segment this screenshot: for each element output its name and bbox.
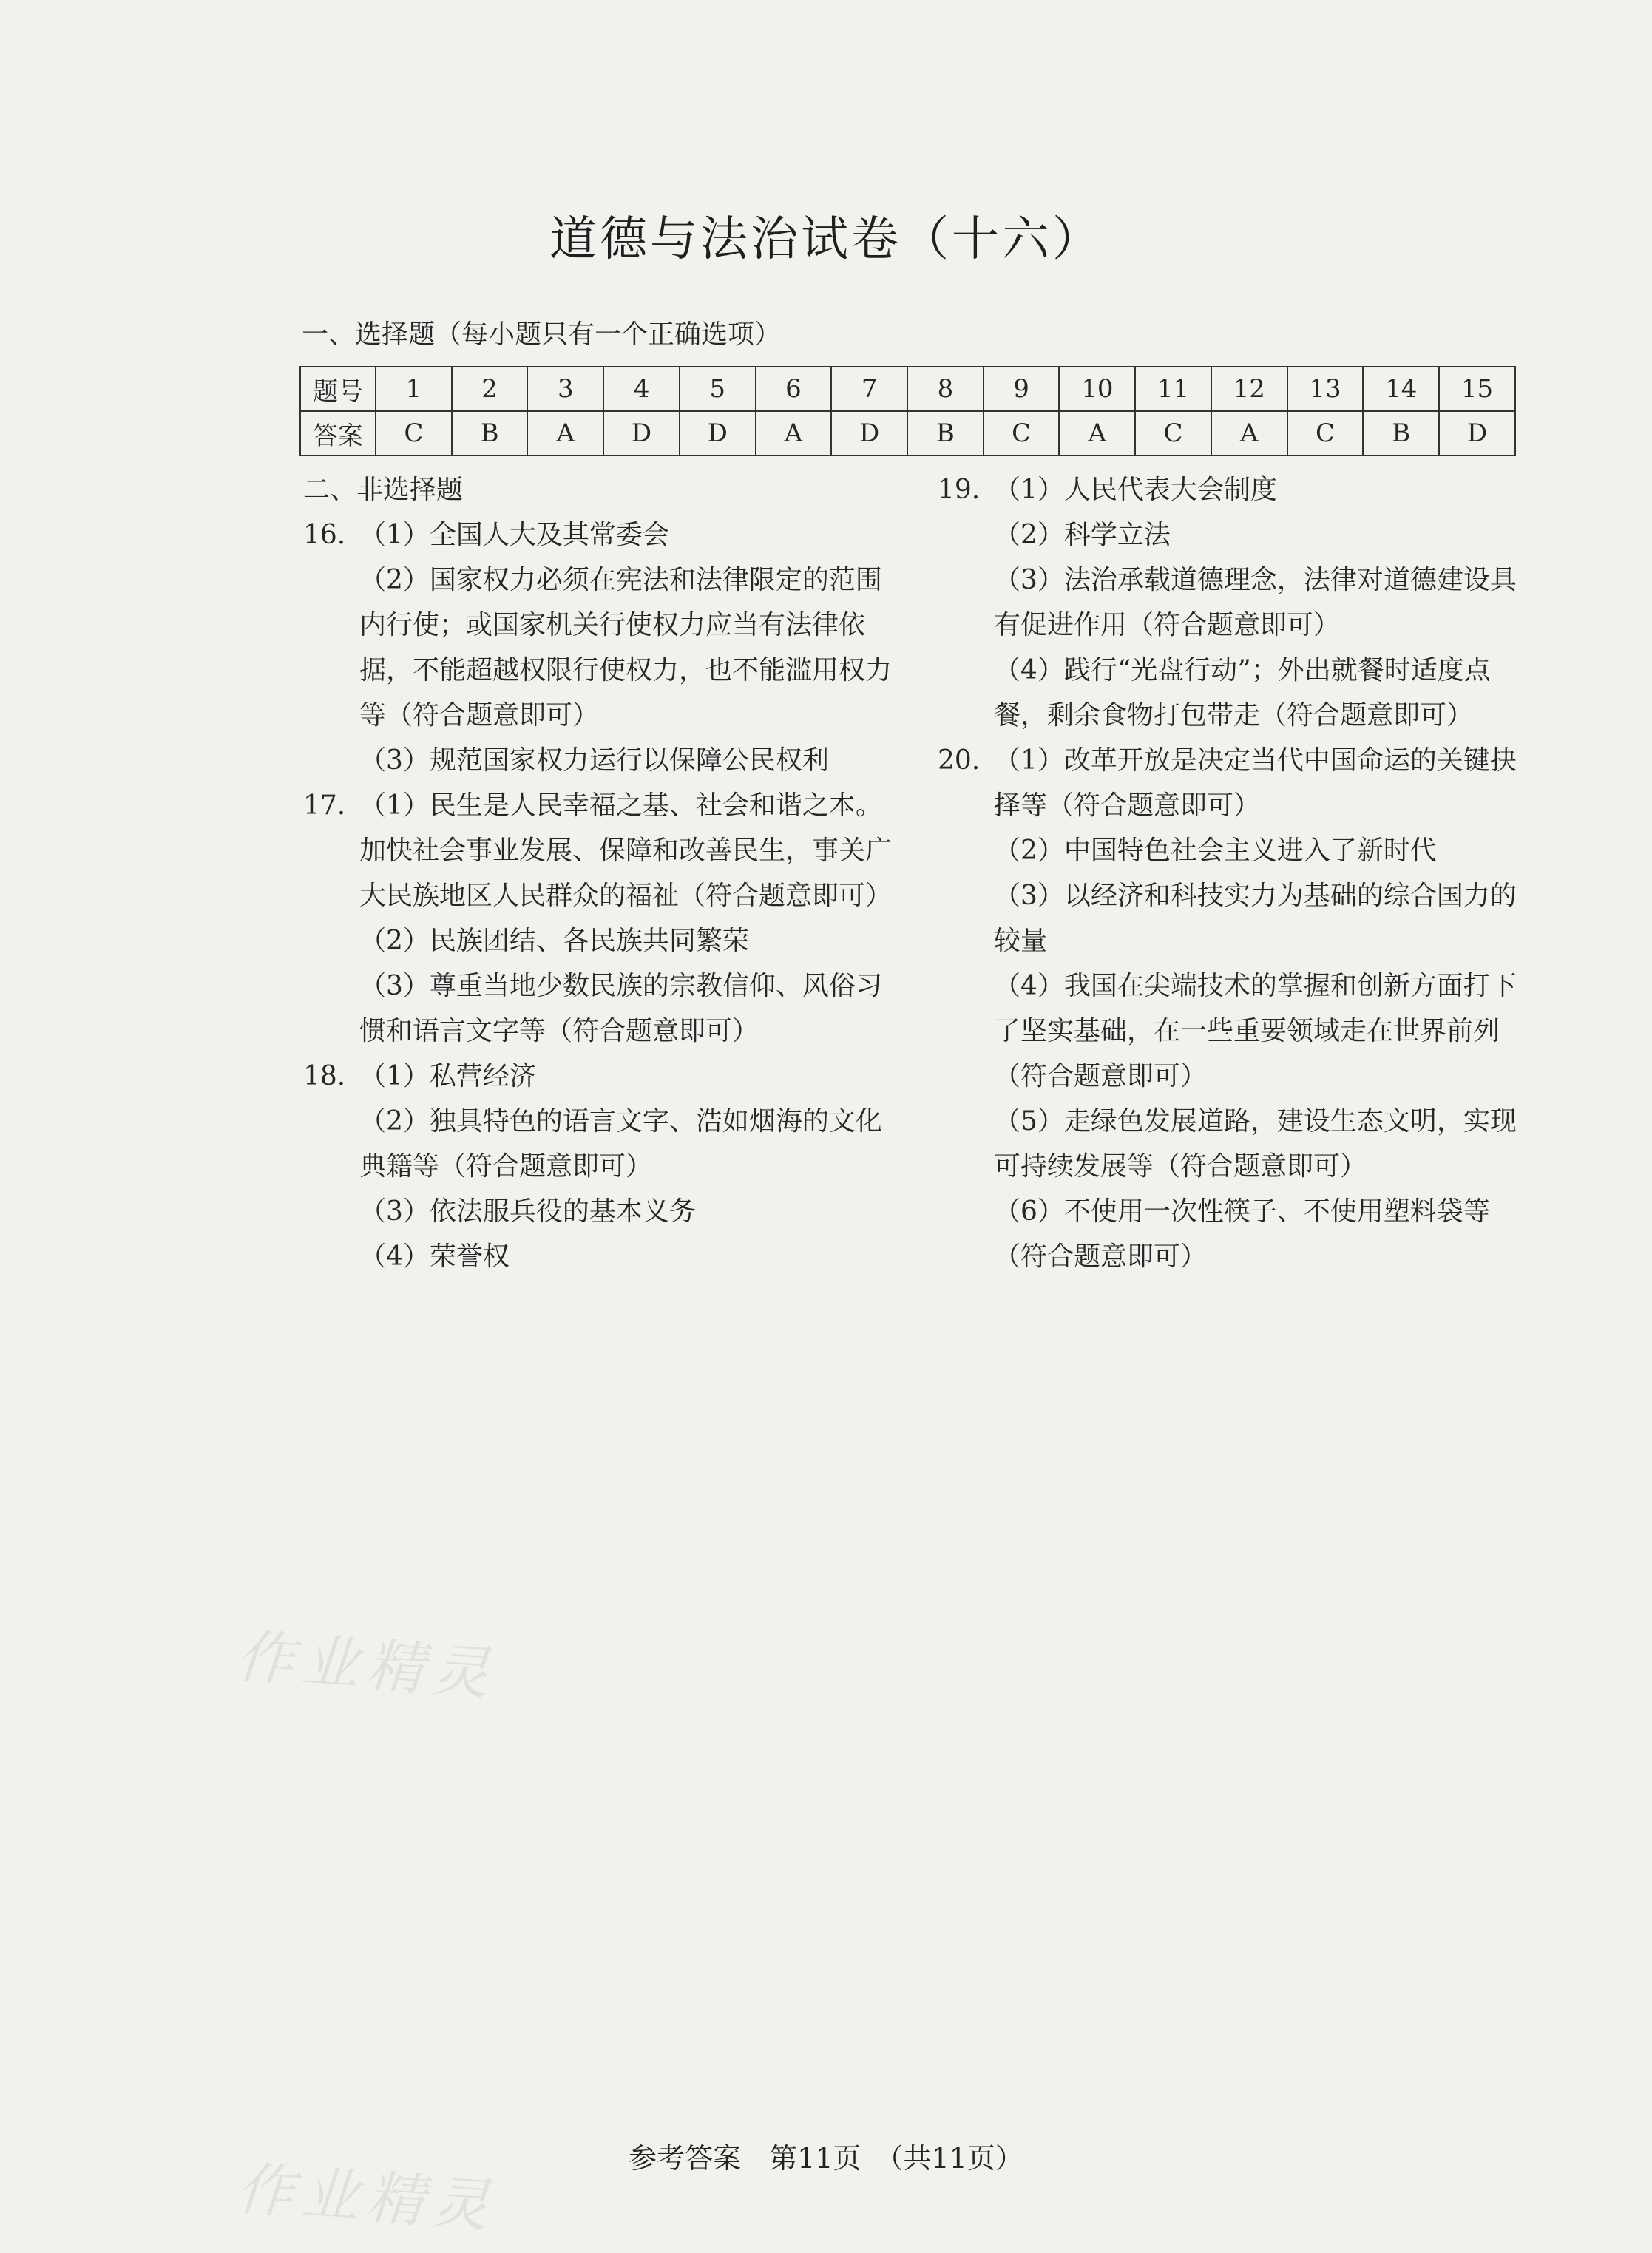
right-column xyxy=(938,467,1522,1279)
sub-answer: （3）依法服兵役的基本义务 xyxy=(359,1196,696,1227)
sub-answer: （3）以经济和科技实力为基础的综合国力的较量 xyxy=(994,881,1517,956)
question-number: 20. xyxy=(938,745,981,776)
question-number-cell: 15 xyxy=(1439,367,1515,411)
sub-answer: （4）荣誉权 xyxy=(359,1241,510,1272)
page-title: 道德与法治试卷（十六） xyxy=(549,212,1103,267)
question-16 xyxy=(303,512,895,783)
answer-cell: A xyxy=(527,411,603,455)
page-footer: 参考答案 第11页 （共11页） xyxy=(629,2142,1023,2175)
answer-cell: C xyxy=(984,411,1060,455)
section-1-heading: 一、选择题（每小题只有一个正确选项） xyxy=(302,319,782,350)
sub-answer: （2）国家权力必须在宪法和法律限定的范围内行使；或国家机关行使权力应当有法律依据，不能超越权限行使权力，也不能滥用权力等（符合题意即可） xyxy=(359,565,893,731)
question-number-cell: 8 xyxy=(907,367,984,411)
sub-answer: （3）尊重当地少数民族的宗教信仰、风俗习惯和语言文字等（符合题意即可） xyxy=(359,971,882,1046)
answer-cell: C xyxy=(376,411,452,455)
answer-cell: C xyxy=(1135,411,1211,455)
question-number-cell: 10 xyxy=(1059,367,1135,411)
sub-answer: （6）不使用一次性筷子、不使用塑料袋等（符合题意即可） xyxy=(994,1196,1490,1272)
question-number-cell: 11 xyxy=(1135,367,1211,411)
answer-cell: D xyxy=(680,411,756,455)
answer-cell: A xyxy=(756,411,832,455)
answer-cell: D xyxy=(831,411,907,455)
question-number-cell: 7 xyxy=(831,367,907,411)
answer-cell: A xyxy=(1059,411,1135,455)
sub-answer: （2）民族团结、各民族共同繁荣 xyxy=(359,926,749,956)
answer-cell: B xyxy=(907,411,984,455)
question-number-cell: 2 xyxy=(452,367,528,411)
row-label-answer: 答案 xyxy=(300,411,376,455)
question-number-row xyxy=(300,367,1515,411)
question-number-cell: 14 xyxy=(1363,367,1439,411)
answer-cell: D xyxy=(1439,411,1515,455)
question-19 xyxy=(938,467,1522,738)
watermark: 作业精灵 xyxy=(234,2155,499,2241)
sub-answer: （2）中国特色社会主义进入了新时代 xyxy=(994,836,1437,866)
answer-row xyxy=(300,411,1515,455)
sub-answer: （4）我国在尖端技术的掌握和创新方面打下了坚实基础，在一些重要领域走在世界前列（符合题意即可） xyxy=(994,971,1517,1091)
sub-answer: （2）独具特色的语言文字、浩如烟海的文化典籍等（符合题意即可） xyxy=(359,1106,882,1182)
sub-answer: （1）人民代表大会制度 xyxy=(994,475,1277,505)
answer-cell: B xyxy=(1363,411,1439,455)
answer-cell: C xyxy=(1287,411,1364,455)
answer-table xyxy=(299,366,1516,456)
sub-answer: （1）民生是人民幸福之基、社会和谐之本。加快社会事业发展、保障和改善民生，事关广大民族地区人民群众的福祉（符合题意即可） xyxy=(359,790,893,911)
question-number-cell: 3 xyxy=(527,367,603,411)
sub-answer: （1）全国人大及其常委会 xyxy=(359,520,669,550)
question-number: 17. xyxy=(303,790,346,821)
answer-cell: A xyxy=(1211,411,1287,455)
watermark: 作业精灵 xyxy=(234,1623,499,1709)
question-number: 18. xyxy=(303,1061,346,1091)
row-label-number: 题号 xyxy=(300,367,376,411)
question-number-cell: 13 xyxy=(1287,367,1364,411)
answer-cell: B xyxy=(452,411,528,455)
question-number-cell: 5 xyxy=(680,367,756,411)
question-number: 16. xyxy=(303,520,346,550)
answer-cell: D xyxy=(603,411,680,455)
question-20 xyxy=(938,738,1522,1279)
question-number-cell: 9 xyxy=(984,367,1060,411)
sub-answer: （5）走绿色发展道路，建设生态文明，实现可持续发展等（符合题意即可） xyxy=(994,1106,1517,1182)
sub-answer: （3）规范国家权力运行以保障公民权利 xyxy=(359,745,829,776)
sub-answer: （3）法治承载道德理念，法律对道德建设具有促进作用（符合题意即可） xyxy=(994,565,1517,640)
section-2-heading: 二、非选择题 xyxy=(303,475,464,505)
question-18 xyxy=(303,1054,895,1279)
sub-answer: （1）私营经济 xyxy=(359,1061,536,1091)
question-17 xyxy=(303,783,895,1054)
question-number-cell: 12 xyxy=(1211,367,1287,411)
question-number-cell: 4 xyxy=(603,367,680,411)
question-number-cell: 6 xyxy=(756,367,832,411)
left-column xyxy=(303,467,895,1279)
question-number-cell: 1 xyxy=(376,367,452,411)
question-number: 19. xyxy=(938,475,981,505)
sub-answer: （2）科学立法 xyxy=(994,520,1171,550)
sub-answer: （1）改革开放是决定当代中国命运的关键抉择等（符合题意即可） xyxy=(994,745,1517,821)
sub-answer: （4）践行“光盘行动”；外出就餐时适度点餐，剩余食物打包带走（符合题意即可） xyxy=(994,655,1491,731)
